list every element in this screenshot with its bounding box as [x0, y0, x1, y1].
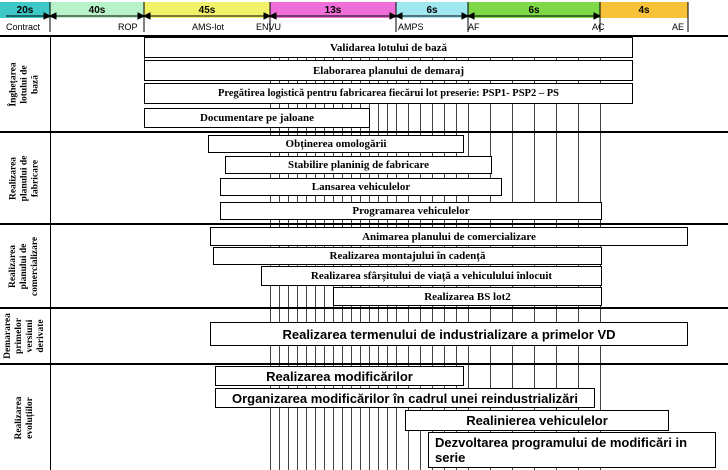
phase-6s-a: 6s: [396, 2, 468, 18]
phase-arrows: [0, 0, 728, 36]
group-realizarea-evolutiilor: Realizarea evoluțiilor: [14, 395, 35, 440]
milestone-amps: AMPS: [398, 22, 424, 32]
group-versiuni-derivate: Demararea primelor versiuni derivate: [3, 313, 46, 359]
group-column-border: [50, 36, 51, 470]
task-bs-lot2: Realizarea BS lot2: [333, 287, 602, 306]
phase-4s: 4s: [600, 2, 688, 18]
task-lansarea-vehiculelor: Lansarea vehiculelor: [220, 178, 502, 196]
milestone-envu: ENVU: [256, 22, 282, 32]
milestone-ae: AE: [672, 22, 685, 32]
milestone-contract: Contract: [6, 22, 41, 32]
task-realinierea-vehiculelor: Realinierea vehiculelor: [405, 410, 669, 431]
milestone-ac: AC: [592, 22, 605, 32]
task-elaborarea-planului: Elaborarea planului de demaraj: [144, 60, 633, 81]
task-stabilire-planinig: Stabilire planinig de fabricare: [225, 156, 492, 174]
task-realizarea-modificarilor: Realizarea modificărilor: [215, 366, 464, 386]
task-documentare-jaloane: Documentare pe jaloane: [144, 108, 370, 128]
task-pregatirea-logistica: Pregătirea logistică pentru fabricarea fiecărui lot preserie: PSP1- PSP2 – PS: [144, 83, 633, 104]
group-planul-de-comercializare: Realizarea planului de comercializare: [8, 236, 41, 296]
phase-45s: 45s: [144, 2, 270, 18]
separator-2: [0, 223, 728, 225]
task-obtinerea-omologarii: Obținerea omologării: [208, 135, 464, 153]
milestone-af: AF: [468, 22, 480, 32]
group-planul-de-fabricare: Realizarea planului de fabricare: [8, 155, 41, 201]
task-termenului-industrializare: Realizarea termenului de industrializare a primelor VD: [210, 322, 688, 346]
separator-4: [0, 363, 728, 365]
task-organizarea-modificarilor: Organizarea modificărilor în cadrul unei reindustrializări: [215, 388, 595, 408]
milestone-ams-lot: AMS-lot: [192, 22, 225, 32]
separator-3: [0, 307, 728, 309]
group-inghetarea-lotului: Înghețarea lotului de bază: [8, 61, 41, 107]
phase-13s: 13s: [270, 2, 396, 18]
phase-20s: 20s: [0, 2, 50, 18]
task-montajului-cadenta: Realizarea montajului în cadență: [213, 247, 602, 265]
phase-6s-b: 6s: [468, 2, 600, 18]
milestone-rop: ROP: [118, 22, 138, 32]
task-sfarsitului-de-viata: Realizarea sfârșitului de viață a vehiculului înlocuit: [261, 266, 602, 286]
task-dezvoltarea-programului: Dezvoltarea programului de modificări in serie: [428, 432, 716, 468]
separator-1: [0, 131, 728, 133]
phase-40s: 40s: [50, 2, 144, 18]
task-animarea-planului: Animarea planului de comercializare: [210, 227, 688, 246]
task-validarea-lotului: Validarea lotului de bază: [144, 37, 633, 58]
task-programarea-vehiculelor: Programarea vehiculelor: [220, 202, 602, 220]
